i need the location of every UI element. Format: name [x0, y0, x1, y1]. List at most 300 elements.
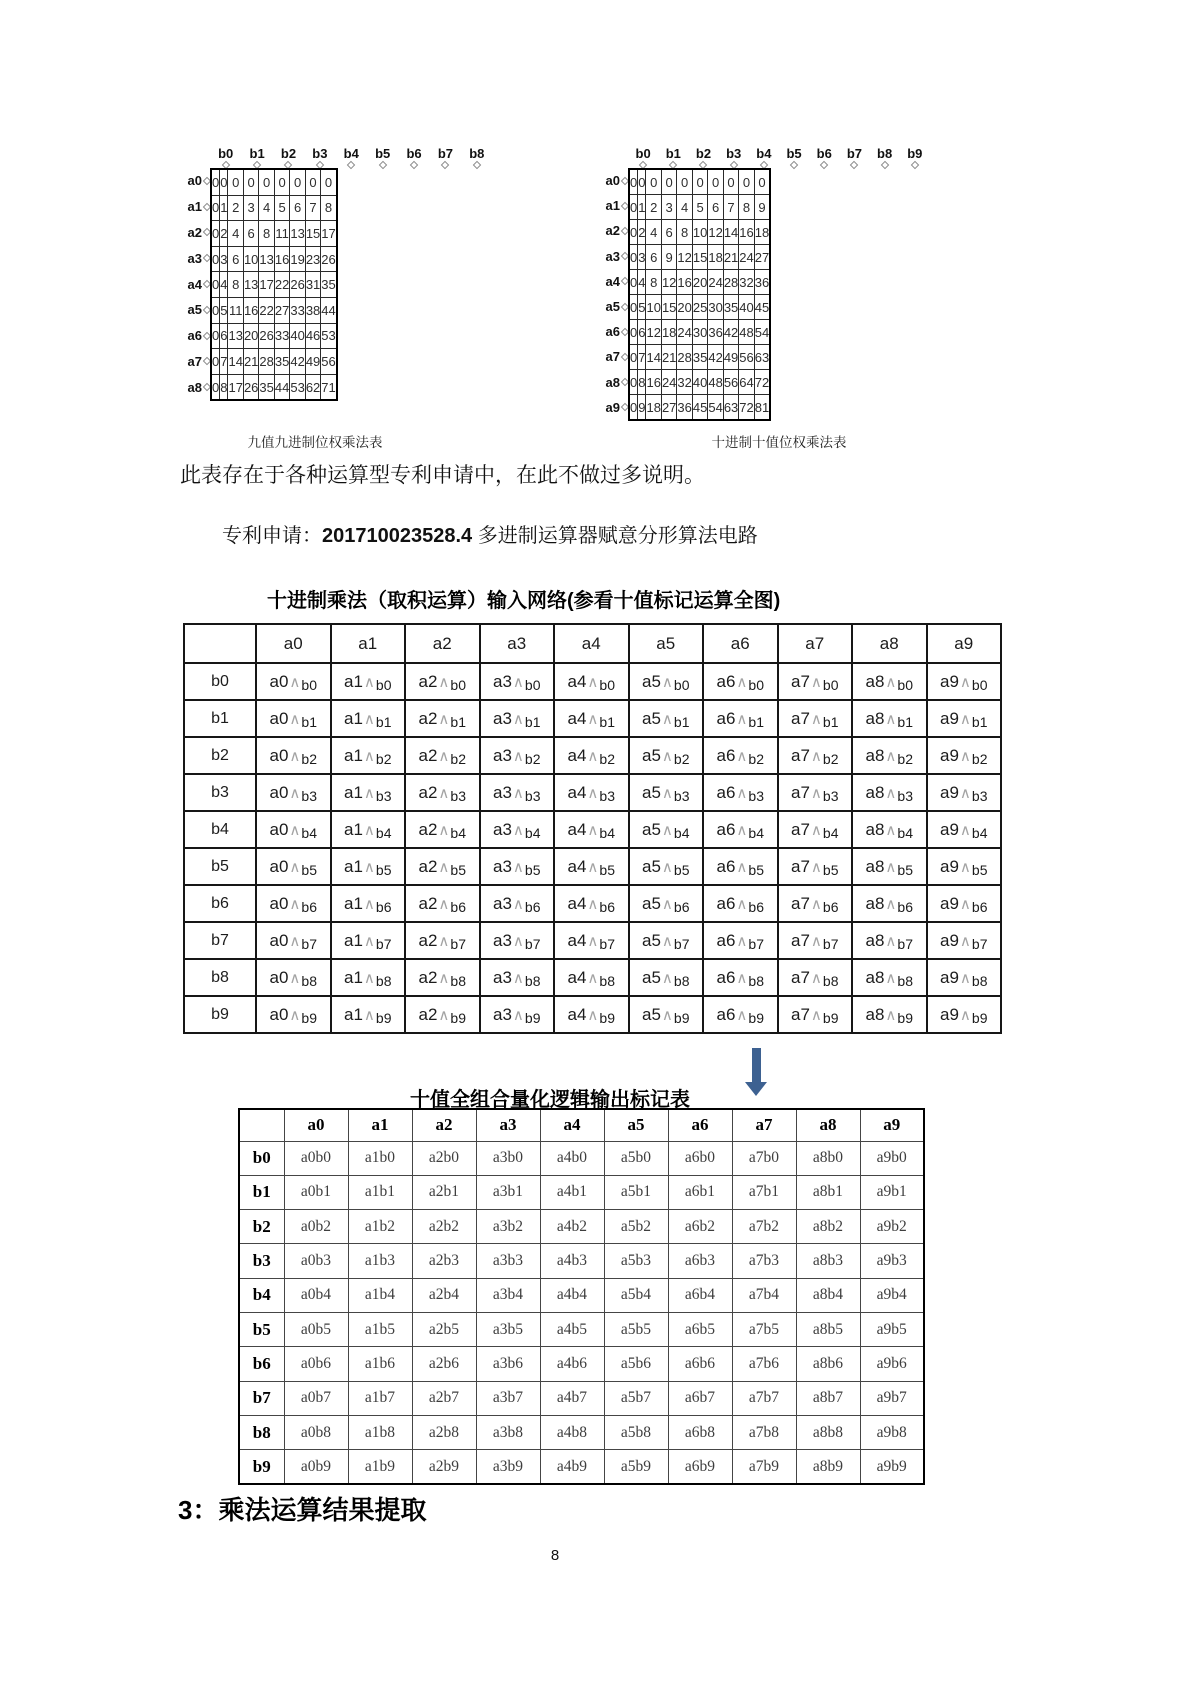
mark-cell: a6b3: [668, 1244, 732, 1278]
a-operand: a5: [642, 819, 661, 839]
product-cell: 32: [677, 370, 692, 395]
input-network-table: [183, 623, 1002, 1034]
and-operator-icon: ∧: [438, 1006, 450, 1024]
row-label-a4: [182, 271, 210, 297]
product-cell: 40: [692, 370, 707, 395]
product-cell: 12: [646, 320, 661, 345]
row-label-a2: [600, 218, 628, 243]
table-row: [211, 349, 337, 375]
col-label-text: b6: [816, 146, 832, 161]
b-operand: b0: [524, 676, 541, 693]
and-operator-icon: ∧: [885, 673, 897, 691]
mark-cell: a5b4: [604, 1278, 668, 1312]
a-operand: a6: [716, 782, 736, 802]
mark-cell: a2b0: [412, 1141, 476, 1175]
product-cell: 28: [259, 349, 274, 375]
mark-cell: a3b5: [476, 1312, 540, 1346]
and-cell: [405, 959, 480, 996]
product-cell: 2: [228, 195, 243, 221]
product-cell: 35: [274, 349, 289, 375]
b-operand: b9: [450, 1009, 466, 1026]
and-operator-icon: ∧: [363, 1006, 375, 1024]
col-label-text: b4: [343, 146, 359, 161]
product-cell: 0: [228, 169, 243, 195]
product-cell: 16: [243, 297, 258, 323]
b-operand: b3: [375, 787, 392, 804]
product-cell: 8: [677, 220, 692, 245]
b-operand: b4: [971, 824, 988, 841]
and-cell: [852, 700, 927, 737]
col-header-a8: a8: [796, 1109, 860, 1141]
and-cell: [778, 848, 853, 885]
mark-cell: a1b2: [348, 1210, 412, 1244]
row-header-b9: b9: [239, 1450, 284, 1484]
mark-cell: a3b2: [476, 1210, 540, 1244]
product-cell: 30: [708, 295, 723, 320]
anchor-diamond-icon: [441, 161, 449, 169]
table-row: [629, 169, 770, 195]
product-cell: 0: [211, 169, 220, 195]
col-label-text: b2: [695, 146, 712, 161]
a-operand: a3: [493, 708, 512, 728]
decimal-col-labels: [628, 140, 930, 168]
and-cell: [629, 663, 704, 700]
mark-cell: a8b2: [796, 1210, 860, 1244]
product-cell: 14: [228, 349, 243, 375]
product-cell: 0: [211, 195, 220, 221]
and-cell: [629, 996, 704, 1033]
row-label-text: a8: [605, 374, 620, 390]
product-cell: 6: [661, 220, 676, 245]
patent-label: 专利申请：: [222, 525, 322, 547]
b-operand: b1: [822, 713, 839, 730]
mark-cell: a6b0: [668, 1141, 732, 1175]
a-operand: a8: [865, 856, 885, 876]
row-label-text: a6: [187, 328, 202, 344]
a-operand: a9: [940, 1004, 959, 1024]
row-label-a0: [600, 168, 628, 193]
and-cell: [554, 737, 629, 774]
and-cell: [629, 700, 704, 737]
and-cell: [480, 811, 555, 848]
and-operator-icon: ∧: [661, 858, 673, 876]
product-cell: 0: [305, 169, 320, 195]
product-cell: 3: [220, 246, 228, 272]
b-operand: b1: [450, 713, 466, 730]
and-cell: [778, 663, 853, 700]
a-operand: a7: [791, 671, 810, 691]
and-operator-icon: ∧: [512, 821, 524, 839]
mark-cell: a6b2: [668, 1210, 732, 1244]
mark-cell: a8b0: [796, 1141, 860, 1175]
product-cell: 48: [708, 370, 723, 395]
and-operator-icon: ∧: [512, 858, 524, 876]
and-operator-icon: ∧: [885, 932, 897, 950]
and-cell: [256, 663, 331, 700]
mark-cell: a5b0: [604, 1141, 668, 1175]
product-cell: 56: [739, 345, 754, 370]
product-cell: 36: [677, 395, 692, 421]
a-operand: a1: [344, 745, 363, 765]
product-cell: 10: [646, 295, 661, 320]
a-operand: a6: [716, 708, 736, 728]
b-operand: b3: [599, 787, 615, 804]
product-cell: 6: [290, 195, 305, 221]
mark-cell: a9b4: [860, 1278, 924, 1312]
a-operand: a7: [791, 930, 810, 950]
product-cell: 0: [290, 169, 305, 195]
and-cell: [405, 737, 480, 774]
col-label-b7: [430, 140, 461, 168]
product-cell: 3: [638, 245, 646, 270]
b-operand: b6: [673, 898, 690, 915]
product-cell: 42: [723, 320, 738, 345]
and-cell: [256, 811, 331, 848]
product-cell: 9: [661, 245, 676, 270]
and-cell: [778, 996, 853, 1033]
b-operand: b2: [748, 750, 764, 767]
b-operand: b8: [673, 972, 690, 989]
b-operand: b9: [524, 1009, 541, 1026]
b-operand: b7: [524, 935, 541, 952]
b-operand: b3: [748, 787, 764, 804]
b-operand: b8: [450, 972, 466, 989]
note-paragraph: 此表存在于各种运算型专利申请中，在此不做过多说明。: [180, 463, 705, 487]
and-operator-icon: ∧: [363, 969, 375, 987]
mark-cell: a6b7: [668, 1381, 732, 1415]
and-operator-icon: ∧: [661, 821, 673, 839]
and-operator-icon: ∧: [661, 710, 673, 728]
and-cell: [927, 774, 1002, 811]
patent-number: 201710023528.4: [322, 525, 473, 547]
and-operator-icon: ∧: [885, 1006, 897, 1024]
b-operand: b9: [748, 1009, 764, 1026]
mark-cell: a8b6: [796, 1347, 860, 1381]
arrow-head: [745, 1082, 767, 1096]
table-row: [184, 848, 1001, 885]
a-operand: a6: [716, 930, 736, 950]
product-cell: 2: [220, 221, 228, 247]
product-cell: 0: [211, 221, 220, 247]
mark-cell: a0b4: [284, 1278, 348, 1312]
product-cell: 2: [646, 195, 661, 220]
output-table-title: 十值全组合量化逻辑输出标记表: [410, 1089, 690, 1111]
mark-cell: a3b3: [476, 1244, 540, 1278]
a-operand: a1: [344, 893, 363, 913]
table-row: [239, 1312, 924, 1346]
and-operator-icon: ∧: [438, 932, 450, 950]
and-operator-icon: ∧: [363, 858, 375, 876]
and-operator-icon: ∧: [810, 747, 822, 765]
b-operand: b0: [450, 676, 466, 693]
a-operand: a6: [716, 893, 736, 913]
mark-cell: a5b3: [604, 1244, 668, 1278]
a-operand: a3: [493, 671, 512, 691]
product-cell: 63: [754, 345, 770, 370]
product-cell: 54: [754, 320, 770, 345]
product-cell: 6: [638, 320, 646, 345]
product-cell: 4: [677, 195, 692, 220]
mark-cell: a7b3: [732, 1244, 796, 1278]
and-cell: [554, 959, 629, 996]
a-operand: a9: [940, 856, 959, 876]
row-header-b6: b6: [184, 885, 256, 922]
mark-cell: a4b4: [540, 1278, 604, 1312]
a-operand: a6: [716, 1004, 736, 1024]
product-cell: 26: [290, 272, 305, 298]
row-header-b5: b5: [184, 848, 256, 885]
row-header-b6: b6: [239, 1347, 284, 1381]
and-operator-icon: ∧: [885, 710, 897, 728]
col-label-b7: [839, 140, 869, 168]
and-cell: [554, 885, 629, 922]
a-operand: a2: [418, 745, 438, 765]
and-cell: [331, 959, 406, 996]
b-operand: b4: [301, 824, 317, 841]
product-cell: 15: [661, 295, 676, 320]
and-operator-icon: ∧: [885, 821, 897, 839]
b-operand: b0: [599, 676, 615, 693]
b-operand: b5: [971, 861, 988, 878]
and-operator-icon: ∧: [289, 969, 301, 987]
b-operand: b9: [897, 1009, 913, 1026]
row-label-a6: [600, 319, 628, 344]
mark-cell: a4b0: [540, 1141, 604, 1175]
b-operand: b0: [375, 676, 392, 693]
anchor-diamond-icon: [790, 161, 798, 169]
and-operator-icon: ∧: [438, 710, 450, 728]
mark-cell: a1b8: [348, 1415, 412, 1449]
product-cell: 19: [290, 246, 305, 272]
a-operand: a5: [642, 708, 661, 728]
anchor-diamond-icon: [911, 161, 919, 169]
and-cell: [256, 996, 331, 1033]
a-operand: a3: [493, 819, 512, 839]
col-label-b4: [336, 140, 367, 168]
row-label-a6: [182, 323, 210, 349]
and-cell: [331, 663, 406, 700]
a-operand: a4: [567, 967, 587, 987]
a-operand: a5: [642, 1004, 661, 1024]
and-operator-icon: ∧: [438, 858, 450, 876]
mark-cell: a1b5: [348, 1312, 412, 1346]
a-operand: a7: [791, 745, 810, 765]
product-cell: 18: [754, 220, 770, 245]
anchor-diamond-icon: [410, 161, 418, 169]
mark-cell: a8b9: [796, 1450, 860, 1484]
b-operand: b3: [673, 787, 690, 804]
product-cell: 7: [723, 195, 738, 220]
a-operand: a1: [344, 856, 363, 876]
and-operator-icon: ∧: [885, 969, 897, 987]
and-operator-icon: ∧: [661, 932, 673, 950]
product-cell: 12: [677, 245, 692, 270]
and-cell: [927, 737, 1002, 774]
b-operand: b0: [822, 676, 839, 693]
product-cell: 22: [259, 297, 274, 323]
product-cell: 42: [708, 345, 723, 370]
product-cell: 26: [321, 246, 337, 272]
product-cell: 0: [220, 169, 228, 195]
and-operator-icon: ∧: [661, 784, 673, 802]
a-operand: a1: [344, 708, 363, 728]
mark-cell: a4b7: [540, 1381, 604, 1415]
and-operator-icon: ∧: [512, 1006, 524, 1024]
row-label-text: a5: [605, 299, 620, 315]
a-operand: a3: [493, 967, 512, 987]
and-operator-icon: ∧: [661, 969, 673, 987]
product-cell: 31: [305, 272, 320, 298]
and-cell: [405, 996, 480, 1033]
b-operand: b9: [375, 1009, 392, 1026]
b-operand: b3: [524, 787, 541, 804]
product-cell: 16: [274, 246, 289, 272]
b-operand: b9: [301, 1009, 317, 1026]
row-label-a7: [600, 344, 628, 369]
b-operand: b9: [971, 1009, 988, 1026]
a-operand: a6: [716, 967, 736, 987]
col-label-text: b1: [665, 146, 681, 161]
output-mark-table: [238, 1108, 925, 1485]
mark-cell: a2b5: [412, 1312, 476, 1346]
and-operator-icon: ∧: [810, 858, 822, 876]
product-cell: 0: [243, 169, 258, 195]
col-label-b3: [719, 140, 749, 168]
row-label-a1: [600, 193, 628, 218]
col-label-b5: [779, 140, 809, 168]
and-cell: [852, 663, 927, 700]
a-operand: a8: [865, 708, 885, 728]
and-operator-icon: ∧: [810, 1006, 822, 1024]
a-operand: a5: [642, 671, 661, 691]
mark-cell: a1b0: [348, 1141, 412, 1175]
product-cell: 22: [274, 272, 289, 298]
product-cell: 14: [646, 345, 661, 370]
a-operand: a0: [269, 819, 289, 839]
a-operand: a5: [642, 893, 661, 913]
col-header-a0: a0: [284, 1109, 348, 1141]
col-label-text: b8: [877, 146, 893, 161]
product-cell: 0: [274, 169, 289, 195]
table-row: [629, 270, 770, 295]
product-cell: 64: [739, 370, 754, 395]
mark-cell: a1b7: [348, 1381, 412, 1415]
and-operator-icon: ∧: [587, 784, 599, 802]
col-label-b2: [688, 140, 718, 168]
and-cell: [778, 885, 853, 922]
a-operand: a3: [493, 745, 512, 765]
mark-cell: a3b6: [476, 1347, 540, 1381]
and-operator-icon: ∧: [736, 673, 748, 691]
b-operand: b7: [450, 935, 466, 952]
product-cell: 16: [677, 270, 692, 295]
table-row: [239, 1381, 924, 1415]
mark-cell: a7b9: [732, 1450, 796, 1484]
product-cell: 17: [321, 221, 337, 247]
b-operand: b0: [748, 676, 764, 693]
mark-cell: a0b8: [284, 1415, 348, 1449]
a-operand: a5: [642, 745, 661, 765]
a-operand: a0: [269, 745, 289, 765]
product-cell: 48: [739, 320, 754, 345]
and-cell: [703, 737, 778, 774]
mark-cell: a7b2: [732, 1210, 796, 1244]
product-cell: 0: [708, 169, 723, 195]
col-label-text: b5: [375, 146, 391, 161]
product-cell: 13: [243, 272, 258, 298]
mark-cell: a0b6: [284, 1347, 348, 1381]
product-cell: 44: [274, 374, 289, 400]
product-cell: 8: [259, 221, 274, 247]
product-cell: 13: [228, 323, 243, 349]
b-operand: b8: [897, 972, 913, 989]
and-cell: [480, 700, 555, 737]
and-operator-icon: ∧: [959, 858, 971, 876]
and-cell: [405, 700, 480, 737]
mark-cell: a0b3: [284, 1244, 348, 1278]
product-cell: 26: [259, 323, 274, 349]
a-operand: a2: [418, 893, 438, 913]
and-cell: [927, 885, 1002, 922]
row-label-a9: [600, 395, 628, 420]
and-operator-icon: ∧: [810, 821, 822, 839]
product-cell: 44: [321, 297, 337, 323]
and-operator-icon: ∧: [363, 821, 375, 839]
base9-grid: [210, 168, 338, 401]
and-cell: [778, 700, 853, 737]
and-cell: [480, 774, 555, 811]
table-row: [629, 245, 770, 270]
a-operand: a8: [865, 930, 885, 950]
col-label-b6: [398, 140, 429, 168]
col-label-text: b5: [786, 146, 802, 161]
a-operand: a0: [269, 930, 289, 950]
product-cell: 8: [646, 270, 661, 295]
a-operand: a4: [567, 782, 587, 802]
product-cell: 32: [739, 270, 754, 295]
and-operator-icon: ∧: [289, 784, 301, 802]
and-cell: [703, 848, 778, 885]
row-header-b1: b1: [239, 1175, 284, 1209]
product-cell: 4: [220, 272, 228, 298]
section-heading: 3：乘法运算结果提取: [178, 1495, 427, 1525]
row-label-text: a1: [605, 198, 620, 214]
mark-cell: a6b6: [668, 1347, 732, 1381]
col-header-a1: a1: [348, 1109, 412, 1141]
a-operand: a5: [642, 782, 661, 802]
b-operand: b1: [599, 713, 615, 730]
a-operand: a4: [567, 1004, 587, 1024]
and-cell: [405, 848, 480, 885]
mark-cell: a9b8: [860, 1415, 924, 1449]
product-cell: 54: [708, 395, 723, 421]
b-operand: b6: [599, 898, 615, 915]
and-cell: [256, 700, 331, 737]
and-cell: [629, 885, 704, 922]
b-operand: b4: [450, 824, 466, 841]
and-cell: [703, 663, 778, 700]
base9-row-labels: [182, 168, 210, 400]
mark-cell: a5b6: [604, 1347, 668, 1381]
mark-cell: a5b7: [604, 1381, 668, 1415]
product-cell: 0: [629, 270, 638, 295]
mark-cell: a6b5: [668, 1312, 732, 1346]
and-operator-icon: ∧: [736, 1006, 748, 1024]
and-cell: [927, 700, 1002, 737]
mark-cell: a2b8: [412, 1415, 476, 1449]
product-cell: 4: [259, 195, 274, 221]
and-operator-icon: ∧: [661, 747, 673, 765]
